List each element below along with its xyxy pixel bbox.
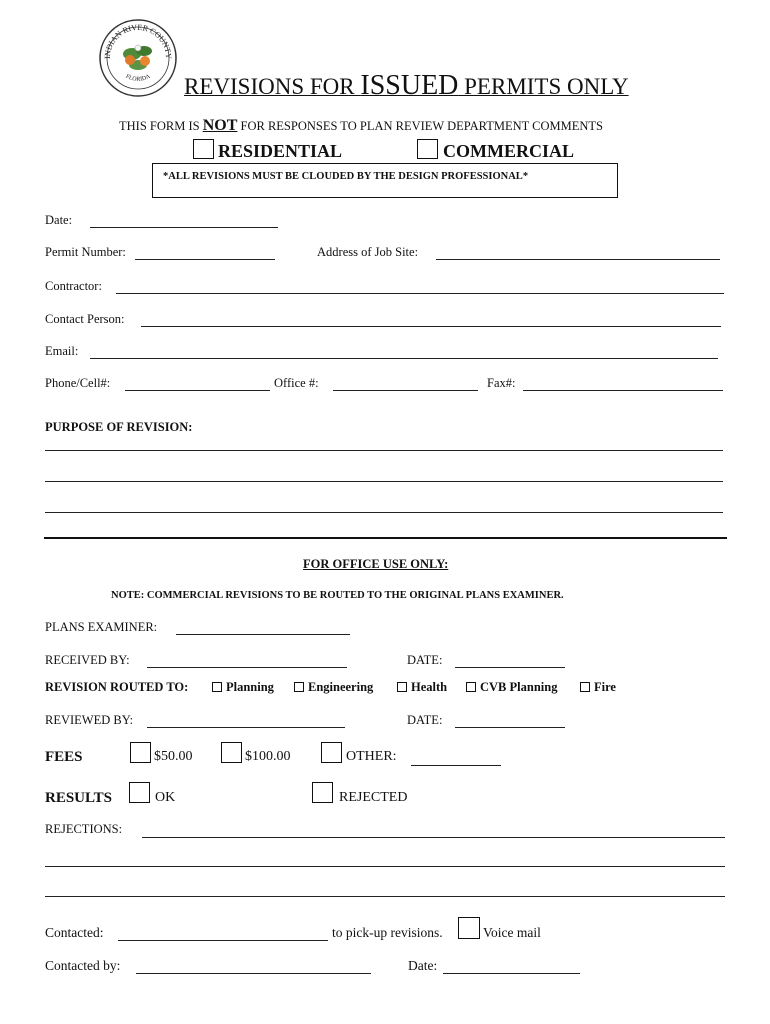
routed-to-label: REVISION ROUTED TO: <box>45 680 189 694</box>
reviewed-date-field[interactable] <box>455 727 565 728</box>
purpose-line-3[interactable] <box>45 512 723 513</box>
phone-field[interactable] <box>125 390 270 391</box>
result-ok-checkbox[interactable] <box>129 782 150 803</box>
contacted-date-field[interactable] <box>443 973 580 974</box>
contacted-label: Contacted: <box>45 925 104 940</box>
route-cvb-planning-checkbox[interactable] <box>466 682 476 692</box>
fee-50-checkbox[interactable] <box>130 742 151 763</box>
office-note: NOTE: COMMERCIAL REVISIONS TO BE ROUTED TO THE ORIGINAL PLANS EXAMINER. <box>111 590 564 601</box>
fee-50-label: $50.00 <box>154 749 193 764</box>
result-rejected-checkbox[interactable] <box>312 782 333 803</box>
route-engineering-checkbox[interactable] <box>294 682 304 692</box>
commercial-checkbox[interactable] <box>417 139 438 159</box>
contractor-label: Contractor: <box>45 279 102 293</box>
purpose-line-2[interactable] <box>45 481 723 482</box>
fee-100-checkbox[interactable] <box>221 742 242 763</box>
reviewed-by-label: REVIEWED BY: <box>45 713 134 727</box>
route-planning[interactable]: Planning <box>212 680 274 695</box>
fee-other-label: OTHER: <box>346 749 397 764</box>
address-field[interactable] <box>436 259 720 260</box>
residential-label: RESIDENTIAL <box>218 141 343 161</box>
clouding-notice: *ALL REVISIONS MUST BE CLOUDED BY THE DESIGN PROFESSIONAL* <box>163 171 529 182</box>
contact-person-label: Contact Person: <box>45 312 125 326</box>
purpose-line-1[interactable] <box>45 450 723 451</box>
contacted-field[interactable] <box>118 940 328 941</box>
voicemail-checkbox[interactable] <box>458 917 480 939</box>
contacted-date-label: Date: <box>408 958 438 973</box>
result-rejected-label: REJECTED <box>339 790 408 805</box>
fee-other-field[interactable] <box>411 765 501 766</box>
office-phone-label: Office #: <box>274 376 319 390</box>
result-ok-label: OK <box>155 790 176 805</box>
date-label: Date: <box>45 213 73 227</box>
route-cvb-planning[interactable]: CVB Planning <box>466 680 557 695</box>
plans-examiner-label: PLANS EXAMINER: <box>45 620 158 634</box>
fee-other-checkbox[interactable] <box>321 742 342 763</box>
commercial-label: COMMERCIAL <box>443 141 574 161</box>
received-by-field[interactable] <box>147 667 347 668</box>
route-fire-checkbox[interactable] <box>580 682 590 692</box>
contacted-by-label: Contacted by: <box>45 958 121 973</box>
route-fire[interactable]: Fire <box>580 680 616 695</box>
office-use-heading: FOR OFFICE USE ONLY: <box>303 557 449 571</box>
phone-label: Phone/Cell#: <box>45 376 111 390</box>
fees-label: FEES <box>45 749 83 765</box>
fax-label: Fax#: <box>487 376 516 390</box>
residential-checkbox[interactable] <box>193 139 214 159</box>
rejections-label: REJECTIONS: <box>45 822 123 836</box>
email-field[interactable] <box>90 358 718 359</box>
reviewed-date-label: DATE: <box>407 713 443 727</box>
purpose-label: PURPOSE OF REVISION: <box>45 420 193 434</box>
rejections-line-3[interactable] <box>45 896 725 897</box>
permit-number-label: Permit Number: <box>45 245 126 259</box>
fax-field[interactable] <box>523 390 723 391</box>
email-label: Email: <box>45 344 79 358</box>
contacted-by-field[interactable] <box>136 973 371 974</box>
contractor-field[interactable] <box>116 293 724 294</box>
rejections-line-1[interactable] <box>142 837 725 838</box>
route-health[interactable]: Health <box>397 680 447 695</box>
plans-examiner-field[interactable] <box>176 634 350 635</box>
page-title: REVISIONS FOR ISSUED PERMITS ONLY <box>184 70 629 101</box>
results-label: RESULTS <box>45 790 112 806</box>
county-seal-logo <box>98 18 178 98</box>
form-subtitle: THIS FORM IS NOT FOR RESPONSES TO PLAN REVIEW DEPARTMENT COMMENTS <box>119 117 604 134</box>
date-field[interactable] <box>90 227 278 228</box>
contact-person-field[interactable] <box>141 326 721 327</box>
rejections-line-2[interactable] <box>45 866 725 867</box>
address-label: Address of Job Site: <box>317 245 419 259</box>
received-date-field[interactable] <box>455 667 565 668</box>
permit-number-field[interactable] <box>135 259 275 260</box>
pickup-label: to pick-up revisions. <box>332 925 443 940</box>
route-health-checkbox[interactable] <box>397 682 407 692</box>
received-date-label: DATE: <box>407 653 443 667</box>
reviewed-by-field[interactable] <box>147 727 345 728</box>
route-engineering[interactable]: Engineering <box>294 680 373 695</box>
office-phone-field[interactable] <box>333 390 478 391</box>
section-divider <box>44 537 727 539</box>
seal-text: INDIAN RIVER COUNTY <box>102 22 174 60</box>
route-planning-checkbox[interactable] <box>212 682 222 692</box>
received-by-label: RECEIVED BY: <box>45 653 130 667</box>
voicemail-label: Voice mail <box>483 925 541 940</box>
fee-100-label: $100.00 <box>245 749 291 764</box>
seal-bottom-text: FLORIDA <box>124 73 152 83</box>
